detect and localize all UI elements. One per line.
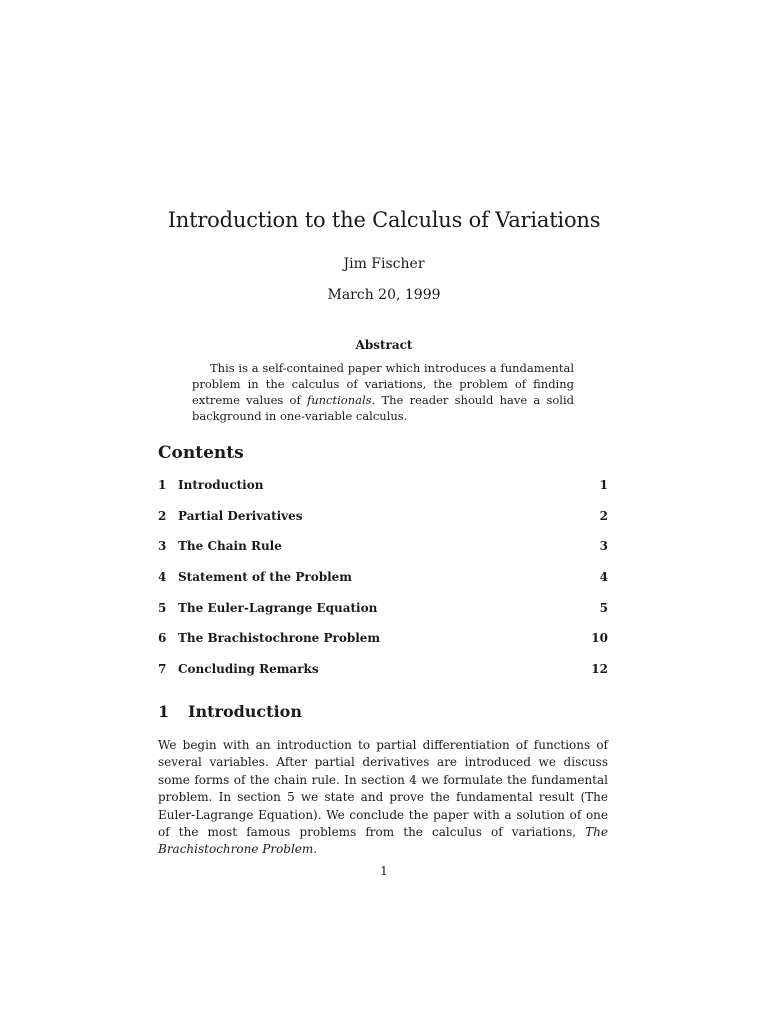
toc-page-number: 12	[591, 662, 608, 677]
paper-title: Introduction to the Calculus of Variations	[167, 208, 601, 232]
toc-page-number: 4	[599, 570, 608, 585]
section-emphasis: The Brachistochrone Problem	[158, 825, 608, 857]
toc-page-number: 3	[599, 539, 608, 554]
abstract-text-part: This is a self-contained paper which introduces a fundamental problem in the calculus of variations, the problem of finding extreme values of	[192, 361, 574, 407]
toc-page-number: 10	[591, 631, 608, 646]
toc-item-introduction[interactable]	[158, 478, 608, 509]
toc-item-chain-rule[interactable]	[158, 539, 608, 570]
publication-date: March 20, 1999	[327, 287, 441, 303]
toc-page-number: 1	[599, 478, 608, 492]
toc-number: 5	[158, 600, 167, 615]
toc-label: Introduction	[178, 478, 264, 492]
toc-label: Statement of the Problem	[178, 570, 352, 585]
toc-item-partial-derivatives[interactable]	[158, 509, 608, 540]
toc-page-number: 5	[599, 600, 608, 615]
toc-number: 1	[158, 478, 167, 492]
page-number: 1	[380, 864, 388, 878]
section-heading-introduction	[158, 702, 302, 721]
toc-item-euler-lagrange[interactable]	[158, 601, 608, 632]
toc-label: The Euler-Lagrange Equation	[178, 600, 378, 615]
toc-item-brachistochrone[interactable]	[158, 631, 608, 662]
abstract-text	[192, 360, 574, 424]
section-body-introduction	[158, 737, 608, 859]
toc-page-number: 2	[599, 508, 608, 523]
section-title: Introduction	[188, 702, 302, 721]
abstract-text-part: . The reader should have a solid background in one-variable calculus.	[192, 393, 575, 423]
abstract-heading: Abstract	[355, 338, 413, 352]
contents-heading: Contents	[158, 443, 244, 463]
toc-label: The Chain Rule	[178, 539, 282, 554]
author-name: Jim Fischer	[343, 256, 425, 272]
section-text-part: .	[313, 842, 318, 857]
toc-number: 6	[158, 631, 167, 646]
toc-label: Partial Derivatives	[178, 508, 303, 523]
toc-item-concluding-remarks[interactable]	[158, 662, 608, 693]
toc-label: The Brachistochrone Problem	[178, 631, 381, 646]
section-text-part: We begin with an introduction to partial differentiation of functions of several variables. After partial derivatives are introduced we discuss some forms of the chain rule. In section 4 we formulate the fundamental problem. In section 5 we state and prove the fundamental result (The Euler-Lagrange Equation). We conclude the paper with a solution of one of the most famous problems from the calculus of variations,	[158, 738, 608, 840]
toc-number: 2	[158, 508, 167, 523]
toc-number: 4	[158, 570, 167, 585]
abstract-emphasis: functionals	[306, 393, 372, 407]
toc-number: 3	[158, 539, 167, 554]
section-number: 1	[158, 702, 170, 721]
toc-number: 7	[158, 662, 167, 677]
table-of-contents	[158, 478, 608, 693]
toc-label: Concluding Remarks	[178, 662, 319, 677]
toc-item-statement-of-problem[interactable]	[158, 570, 608, 601]
